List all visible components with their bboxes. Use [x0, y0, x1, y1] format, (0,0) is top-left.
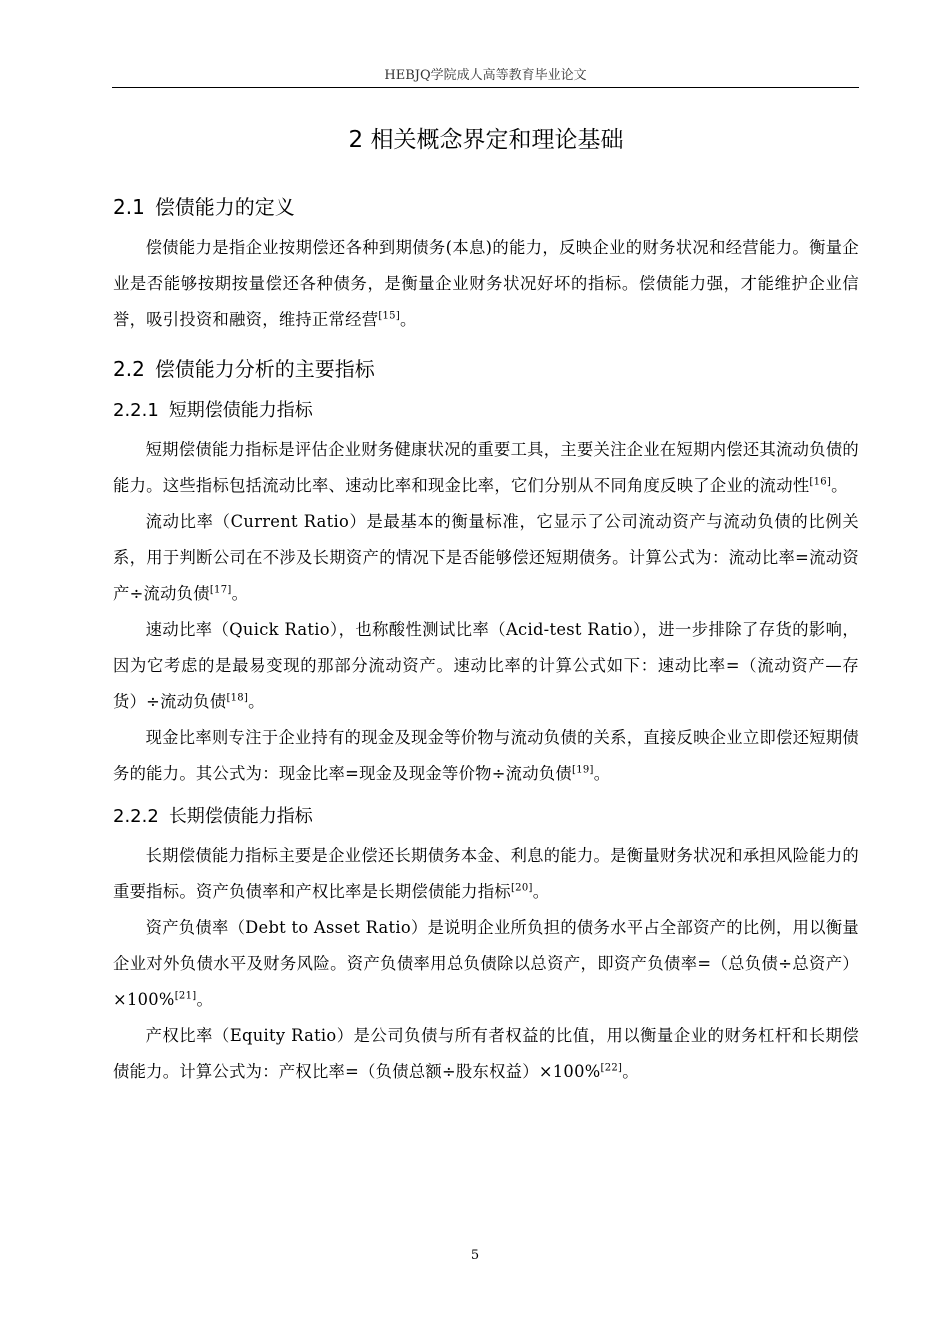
chapter-title: 2 相关概念界定和理论基础 — [348, 127, 624, 153]
page-content — [113, 120, 859, 1090]
citation: [20] — [510, 882, 533, 894]
paragraph-text: 偿债能力是指企业按期偿还各种到期债务(本息)的能力，反映企业的财务状况和经营能力。衡量企业是否能够按期按量偿还各种债务，是衡量企业财务状况好坏的指标。偿债能力强，才能维护企业信誉，吸引投资和融资，维持正常经营 — [113, 238, 859, 329]
subsection-number: 2.2.1 — [113, 400, 159, 421]
paragraph — [113, 612, 859, 720]
citation: [18] — [226, 692, 249, 704]
paragraph — [113, 230, 859, 338]
paragraph-end: 。 — [831, 476, 848, 495]
paragraph — [113, 838, 859, 910]
subsection-number: 2.2.2 — [113, 806, 159, 827]
paragraph — [113, 504, 859, 612]
citation: [19] — [572, 764, 594, 776]
citation: [16] — [809, 476, 832, 488]
citation: [17] — [209, 584, 232, 596]
paragraph — [113, 910, 859, 1018]
subsection-title: 长期偿债能力指标 — [168, 806, 313, 827]
section-heading-2-1 — [113, 190, 859, 224]
paragraph-text: 长期偿债能力指标主要是企业偿还长期债务本金、利息的能力。是衡量财务状况和承担风险能力的重要指标。资产负债率和产权比率是长期偿债能力指标 — [113, 846, 859, 901]
paragraph-end: 。 — [622, 1062, 639, 1081]
citation: [15] — [378, 310, 401, 322]
section-heading-2-2 — [113, 352, 859, 386]
paragraph-text: 资产负债率（Debt to Asset Ratio）是说明企业所负担的债务水平占全部资产的比例，用以衡量企业对外负债水平及财务风险。资产负债率用总负债除以总资产，即资产负债率=（总负债÷总资产）×100% — [113, 918, 859, 1009]
paragraph-end: 。 — [248, 692, 265, 711]
subsection-heading-2-2-1 — [113, 396, 859, 426]
paragraph-end: 。 — [593, 764, 611, 783]
paragraph — [113, 720, 859, 792]
paragraph-text: 产权比率（Equity Ratio）是公司负债与所有者权益的比值，用以衡量企业的财务杠杆和长期偿债能力。计算公式为：产权比率=（负债总额÷股东权益）×100% — [113, 1026, 859, 1081]
page-number: 5 — [470, 1248, 480, 1263]
citation: [21] — [174, 990, 197, 1002]
paragraph-end: 。 — [231, 584, 249, 603]
subsection-heading-2-2-2 — [113, 802, 859, 832]
running-header: HEBJQ学院成人高等教育毕业论文 — [384, 68, 587, 83]
subsection-title: 短期偿债能力指标 — [168, 400, 313, 421]
section-title: 偿债能力分析的主要指标 — [154, 357, 375, 381]
header-rule — [112, 87, 859, 88]
citation: [22] — [600, 1062, 623, 1074]
paragraph-text: 流动比率（Current Ratio）是最基本的衡量标准，它显示了公司流动资产与流动负债的比例关系，用于判断公司在不涉及长期资产的情况下是否能够偿还短期债务。计算公式为：流动比率=流动资产÷流动负债 — [113, 512, 859, 603]
paragraph-end: 。 — [532, 882, 550, 901]
paragraph — [113, 432, 859, 504]
paragraph-text: 速动比率（Quick Ratio），也称酸性测试比率（Acid-test Ratio），进一步排除了存货的影响，因为它考虑的是最易变现的那部分流动资产。速动比率的计算公式如下：速动比率=（流动资产—存货）÷流动负债 — [113, 620, 859, 711]
paragraph-text: 短期偿债能力指标是评估企业财务健康状况的重要工具，主要关注企业在短期内偿还其流动负债的能力。这些指标包括流动比率、速动比率和现金比率，它们分别从不同角度反映了企业的流动性 — [113, 440, 859, 495]
paragraph-text: 现金比率则专注于企业持有的现金及现金等价物与流动负债的关系，直接反映企业立即偿还短期债务的能力。其公式为：现金比率=现金及现金等价物÷流动负债 — [113, 728, 859, 783]
section-number: 2.2 — [113, 357, 145, 381]
paragraph — [113, 1018, 859, 1090]
section-title: 偿债能力的定义 — [154, 195, 295, 219]
paragraph-end: 。 — [400, 310, 417, 329]
paragraph-end: 。 — [196, 990, 214, 1009]
section-number: 2.1 — [113, 195, 145, 219]
